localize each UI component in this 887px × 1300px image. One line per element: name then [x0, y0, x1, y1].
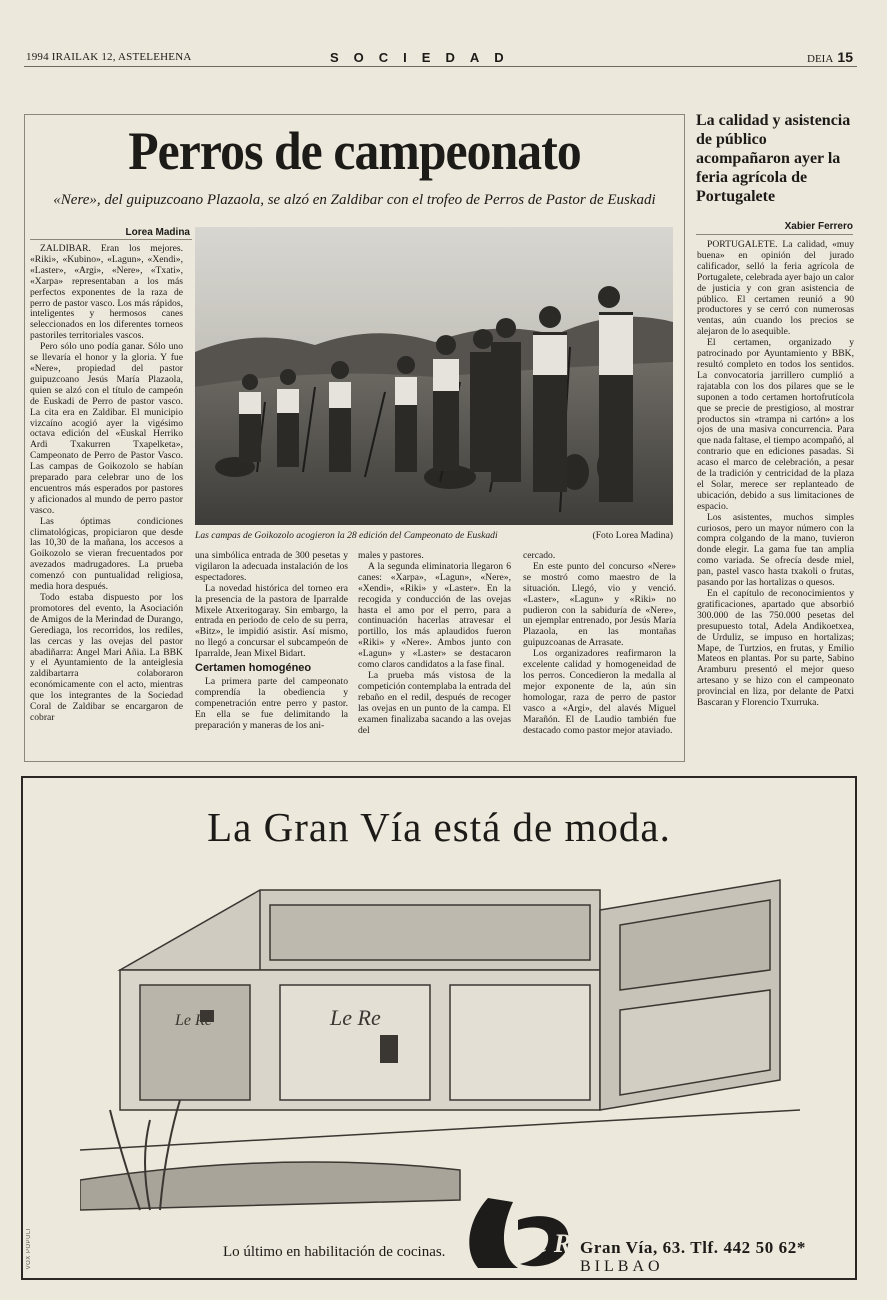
paragraph: La novedad histórica del torneo era la presencia de la pastora de Iparralde Mixele Atxeritogaray. Sin embargo, la entrada en periodo de celo de su perra, «Bitz», le impidió asistir. Así mismo, no llegó a concursar el subcampeón de Iparralde, Jean Mixel Bidart. — [195, 582, 348, 660]
paragraph: ZALDIBAR. Eran los mejores. «Riki», «Kubino», «Lagun», «Xendi», «Laster», «Argi», «Nere», «Txati», «Xarpa» representaban a los más perfectos exponentes de la raza de perro de pastor vasco. Los más rápidos, inteligentes y hermosos canes seleccionados en los diferentes torneos pastoriles territoriales vascos. — [30, 244, 183, 342]
article-title: Perros de campeonato — [128, 121, 581, 181]
byline-rule — [30, 239, 192, 240]
building-sign: Le Re — [330, 1005, 381, 1030]
sidebar-rule — [696, 234, 853, 235]
ad-building-illustration — [80, 850, 800, 1220]
article-subtitle: «Nere», del guipuzcoano Plazaola, se alzó en Zaldibar con el trofeo de Perros de Pastor de Euskadi — [53, 192, 656, 208]
article-subheading: Certamen homogéneo — [195, 662, 312, 675]
article-byline: Lorea Madina — [125, 227, 190, 238]
paragraph: A la segunda eliminatoria llegaron 6 canes: «Xarpa», «Lagun», «Nere», «Xendi», «Riki» y «Laster». En la recogida y conducción de las ovejas hasta el amo por el perro, para a continuación hacerlas atravesar el portillo, los más aplaudidos fueron «Riki» y «Nere». Ambos junto con «Lagun» y «Laster» se destacaron como claros candidatos a la fase final. — [358, 560, 511, 671]
photo-caption — [195, 530, 673, 541]
paragraph: Los asistentes, muchos simples curiosos, pero un mayor número con la compra colgando de la mano, tuvieron donde elegir. La gama fue tan amplia como variada. Se ofrecía desde miel, pan, pastel vasco hasta txakoli o frutas, pasando por las hortalizas o quesos. — [697, 511, 854, 589]
ad-address: Gran Vía, 63. Tlf. 442 50 62* — [580, 1238, 806, 1257]
paragraph: PORTUGALETE. La calidad, «muy buena» en opinión del jurado calificador, selló la feria agrícola de Portugalete, celebrada ayer bajo un calor de justicia y con gran asistencia de público. El certamen reunió a 90 productores y se cerró con numerosas ventas, aún cuando los precios se alejaron de lo asequible. — [697, 240, 854, 338]
building-sketch — [80, 850, 800, 1220]
paragraph: En el capítulo de reconocimientos y gratificaciones, apartado que absorbió 300.000 de las 750.000 pesetas del presupuesto total, Adela Andikoetxea, de Urduliz, se impuso en hortalizas; Mape, de Turtzios, en frutas, y Emilio Mateos en plantas. Por su parte, Sabino Aramburu presentó el mejor queso artesano y se hizo con el campeonato provincial en liza, por delante de Patxi Bascaran y Florencio Txurruka. — [697, 588, 854, 709]
article-column-1 — [30, 244, 183, 754]
paper-name: DEIA — [807, 53, 833, 65]
paragraph: La primera parte del campeonato comprendía la obediencia y compenetración entre perro y pastor. En ella se fue delimitando la preparación y maneras de los ani- — [195, 675, 348, 731]
building-sign-small: Le Re — [175, 1012, 212, 1029]
sidebar-title: La calidad y asistencia de público acompañaron ayer la feria agrícola de Portugalete — [696, 112, 851, 205]
article-column-3 — [358, 551, 511, 756]
agency-credit: VOX POPULI — [26, 1228, 32, 1270]
paragraph: males y pastores. — [358, 551, 424, 561]
paragraph: La prueba más vistosa de la competición contemplaba la entrada del rebaño en el redil, después de recoger las ovejas en un punto de la campa. El examen finalizaba sacando a las ovejas del — [358, 669, 511, 736]
header-rule — [24, 66, 857, 67]
page-folio — [807, 49, 853, 65]
issue-date: 1994 IRAILAK 12, ASTELEHENA — [26, 51, 192, 63]
paragraph: Pero sólo uno podía ganar. Sólo uno se llevaría el honor y la gloria. Y fue «Nere», propiedad del pastor guipuzcoano Jesús María Plazaola, quien se alzó con el título de campeón de Euskadi de Perro de pastor vasco. La cita era en Zaldibar. El municipio vizcaíno acogió ayer la vigésimo octava edición del «Euskal Herriko Ardi Txakurren Txapelketa», Campeonato de Perro de Pastor Vasco. Las campas de Goikozolo se habían preparado para celebrar uno de los encuentros más esperados por pastores y aficionados al mundo de perro pastor vasco. — [30, 341, 183, 516]
ad-headline: La Gran Vía está de moda. — [207, 804, 671, 850]
section-name: SOCIEDAD — [330, 50, 519, 65]
paragraph: Las óptimas condiciones climatológicas, propiciaron que desde las 10,30 de la mañana, los accesos a Goikozolo se vieran frecuentados por avezados madrugadores. La prueba comenzó con puntualidad religiosa, media hora después. — [30, 515, 183, 593]
paragraph: Los organizadores reafirmaron la excelente calidad y homogeneidad de los perros. Concedieron la medalla al mejor exponente de la, aún sin homologar, raza de perro de pastor vasco a «Argi», del alavés Miguel Marañón. El de Laudio también fue destacado como pastor mejor ataviado. — [523, 648, 676, 736]
article-photo — [195, 227, 673, 525]
paragraph: cercado. — [523, 551, 556, 561]
article-column-2 — [195, 551, 348, 756]
caption-text: Las campas de Goikozolo acogieron la 28 edición del Campeonato de Euskadi — [195, 530, 498, 541]
paragraph: El certamen, organizado y patrocinado por Ayuntamiento y BBK, resultó completo en todos los sentidos. La convocatoria jarrillero cumplió a rajatabla con los dos pilares que se le suponen a todo certamen hortofrutícola que se precie de prestigioso, al mostrar productos sin «trampa ni cartón» a los ojos de una masiva concurrencia. Para que nada faltase, el tiempo acompañó, al contrario que en ediciones pasadas. Si acaso el marco de celebración, a pesar de la tradición y centricidad de la plaza el Solar, merece ser replanteado de ubicación, debido a sus limitaciones de espacio. — [697, 337, 854, 512]
ad-tagline: Lo último en habilitación de cocinas. — [223, 1244, 446, 1260]
lere-logo — [458, 1190, 578, 1274]
logo-lettering: Le Re — [520, 1229, 578, 1258]
photo-credit: (Foto Lorea Madina) — [592, 530, 673, 541]
sidebar-text — [697, 240, 854, 768]
shepherds-photo-illustration — [195, 227, 673, 525]
ad-city: BILBAO — [580, 1258, 664, 1275]
sidebar-byline: Xabier Ferrero — [784, 221, 853, 232]
paragraph: Todo estaba dispuesto por los promotores del evento, la Asociación de Amigos de la Merindad de Durango, Gerediaga, los recorridos, los rediles, las cercas y las ovejas del pastor abadiñarra: Angel Mari Añia. La BBK y el Ayuntamiento de la anteiglesia zaldibartarra colaboraron económicamente con el acto, mientras que los integrantes de la Sociedad Coral de Zaldibar se encargaron de cobrar — [30, 592, 183, 723]
page-number: 15 — [837, 49, 853, 65]
article-column-4 — [523, 551, 676, 756]
brand-logo-mark — [458, 1190, 578, 1274]
paragraph: una simbólica entrada de 300 pesetas y vigilaron la adecuada instalación de los espectadores. — [195, 551, 348, 583]
paragraph: En este punto del concurso «Nere» se mostró como maestro de la situación. Llegó, vio y venció. «Laster», «Lagun» y «Riki» no pudieron con la sabiduría de «Nere», un ejemplar entrenado, por Jesús María Plazaola, en las montañas guipuzcoanas de Arrasate. — [523, 560, 676, 649]
